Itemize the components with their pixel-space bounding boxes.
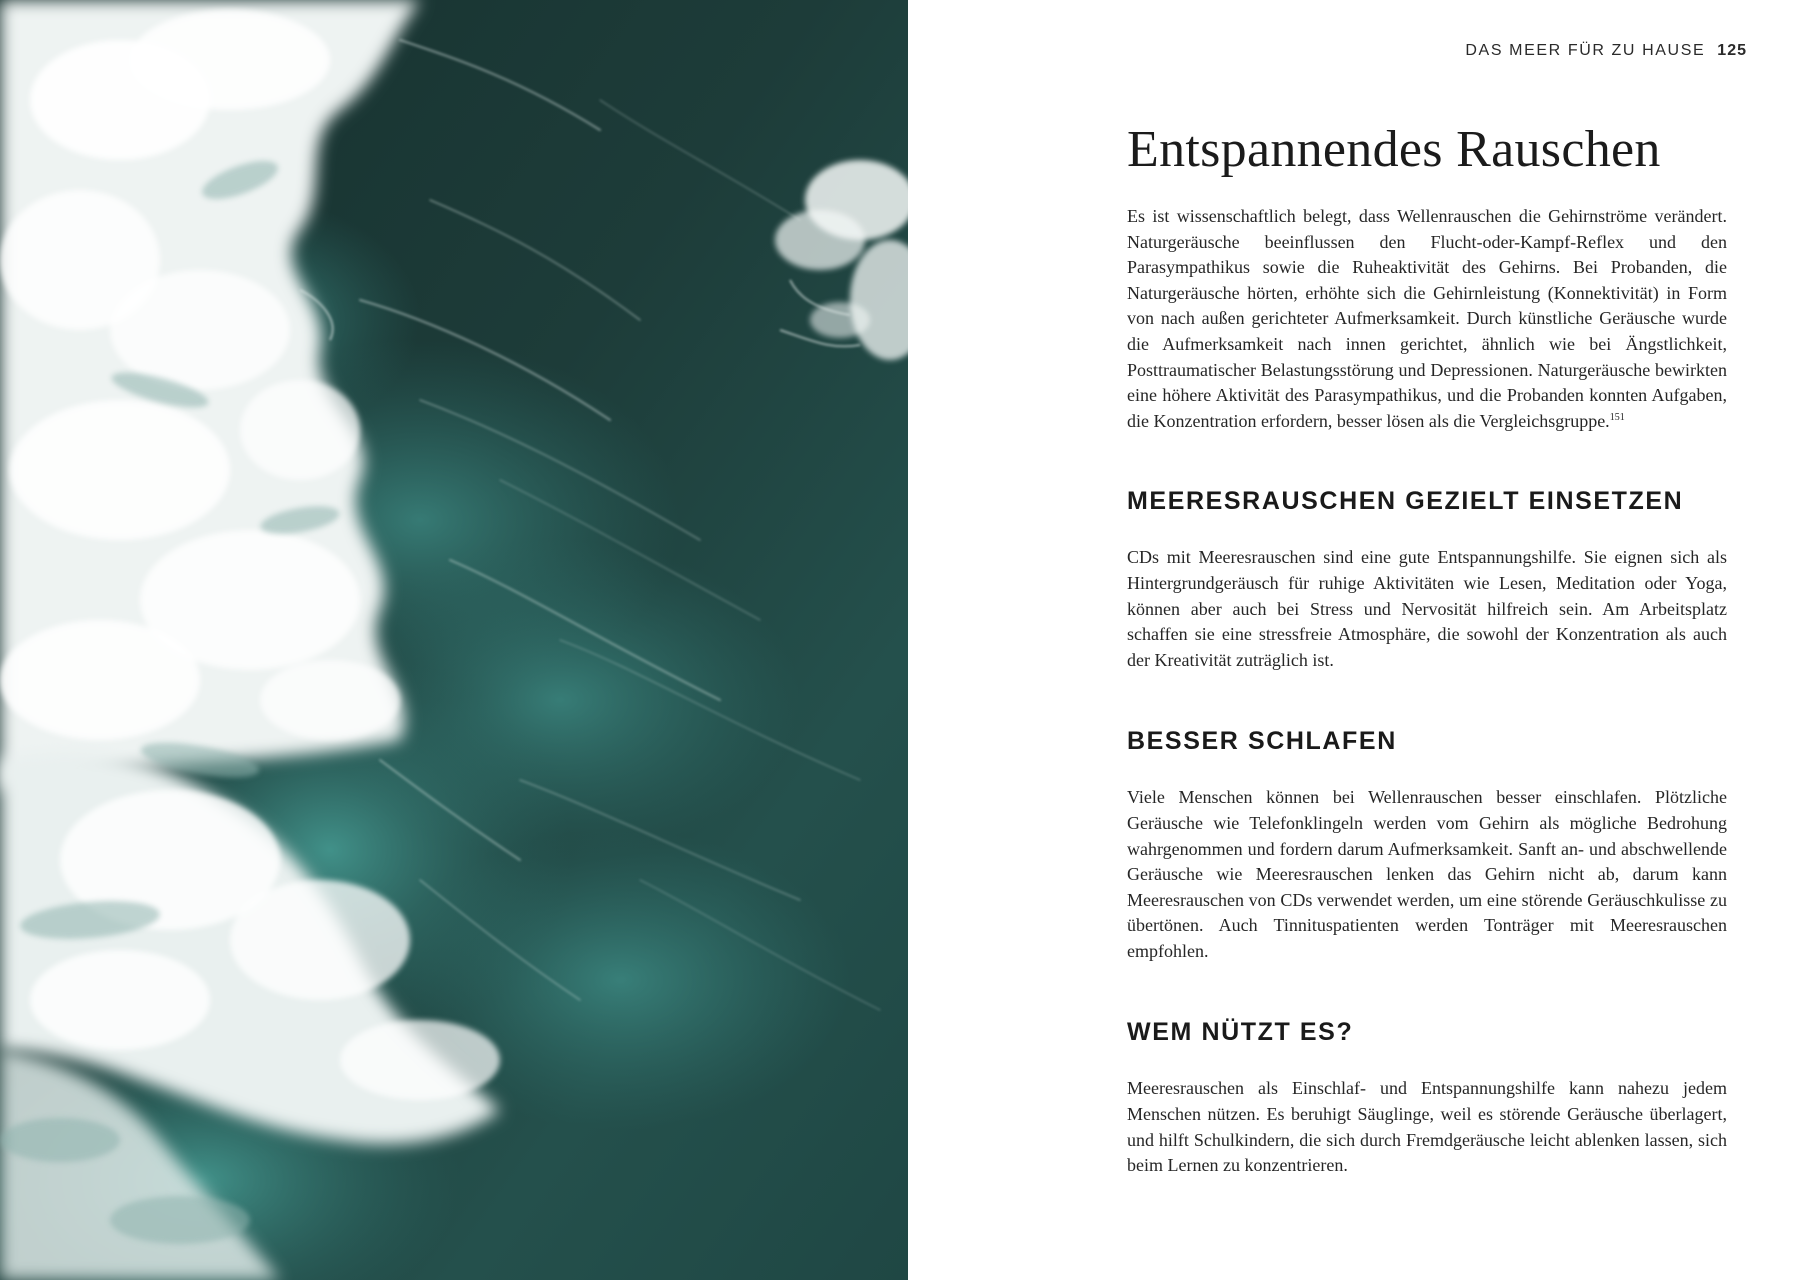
text-line: sowohl der Konzentration als auch der Kreativität zuträglich ist.: [1127, 624, 1727, 670]
text-line: sein. Am Arbeitsplatz schaffen sie eine stressfreie Atmosphäre, die: [1127, 598, 1728, 645]
section-heading-besser-schlafen: BESSER SCHLAFEN: [1127, 727, 1397, 756]
text-line: Durch künstliche Geräusche wurde die Aufmerksamkeit nach innen: [1127, 308, 1727, 354]
section-heading-wem-nuetzt-es: WEM NÜTZT ES?: [1127, 1018, 1354, 1047]
section-paragraph-meeresrauschen: [1127, 545, 1727, 673]
text-line: und den Parasympathikus sowie die Ruheaktivität des Gehirns. Bei Pro: [1127, 231, 1727, 278]
text-line: Sanft an- und abschwellende Geräusche wie Meeresrauschen lenken: [1127, 838, 1727, 885]
intro-paragraph: [1127, 204, 1727, 434]
text-line: das Gehirn nicht ab, darum kann Meeresrauschen von CDs verwendet: [1127, 864, 1727, 910]
section-paragraph-besser-schlafen: [1127, 785, 1727, 964]
text-line: verändert. Naturgeräusche beeinflussen den Flucht-oder-Kampf-Reflex: [1127, 206, 1728, 252]
article-title: Entspannendes Rauschen: [1127, 121, 1661, 178]
text-line: tation oder Yoga, können aber auch bei Stress und Nervosität hilfreich: [1127, 572, 1727, 619]
text-line: banden, die Naturgeräusche hörten, erhöhte sich die Gehirnleistung: [1127, 257, 1727, 303]
text-line: Meeresrauschen als Einschlaf- und Entspannungshilfe kann nahezu: [1127, 1078, 1669, 1099]
section-heading-meeresrauschen: MEERESRAUSCHEN GEZIELT EINSETZEN: [1127, 487, 1684, 516]
running-head-title: DAS MEER FÜR ZU HAUSE: [1465, 42, 1706, 59]
text-line: Viele Menschen können bei Wellenrauschen besser einschlafen. Plötz: [1127, 787, 1693, 808]
text-line: Aktivität des Parasympathikus, und die Probanden konnten Aufgaben,: [1215, 385, 1728, 406]
ocean-waves-photo: [0, 0, 908, 1280]
text-line: störung und Depressionen. Naturgeräusche bewirkten eine höhere: [1127, 359, 1728, 406]
text-line: liche Geräusche wie Telefonklingeln werden vom Gehirn als mögliche: [1127, 787, 1727, 833]
page-number: 125: [1717, 42, 1747, 59]
text-line: Bedrohung wahrgenommen und fordern darum Aufmerksamkeit.: [1127, 812, 1727, 859]
text-line: sich als Hintergrundgeräusch für ruhige Aktivitäten wie Lesen, Medi: [1127, 547, 1728, 593]
text-line: werden, um eine störende Geräuschkulisse zu übertönen. Auch Tinni: [1127, 889, 1727, 936]
article-body: [1127, 118, 1727, 1179]
text-line: Geräusche überlagert, und hilft Schulkindern, die sich durch Fremd: [1127, 1104, 1727, 1150]
footnote-marker: 151: [1609, 411, 1625, 423]
text-line: (Konnektivität) in Form von nach außen gerichteter Aufmerksamkeit.: [1127, 282, 1728, 329]
section-paragraph-wem-nuetzt-es: [1127, 1076, 1727, 1178]
text-line: die Konzentration erfordern, besser lösen als die Vergleichsgruppe.: [1127, 410, 1610, 431]
text-line: jedem Menschen nützen. Es beruhigt Säuglinge, weil es störende: [1127, 1078, 1728, 1125]
text-line: gerichtet, ähnlich wie bei Ängstlichkeit, Posttraumatischer Belastungs: [1127, 333, 1727, 380]
text-line: tuspatienten werden Tonträger mit Meeresrauschen empfohlen.: [1127, 915, 1727, 961]
running-head: [1465, 42, 1747, 60]
ocean-waves-illustration: [0, 0, 908, 1280]
text-line: geräusche leicht ablenken lassen, sich beim Lernen zu konzentrieren.: [1127, 1129, 1728, 1176]
text-line: CDs mit Meeresrauschen sind eine gute Entspannungshilfe. Sie eignen: [1127, 547, 1663, 568]
text-line: Es ist wissenschaftlich belegt, dass Wellenrauschen die Gehirnströme: [1127, 206, 1648, 226]
